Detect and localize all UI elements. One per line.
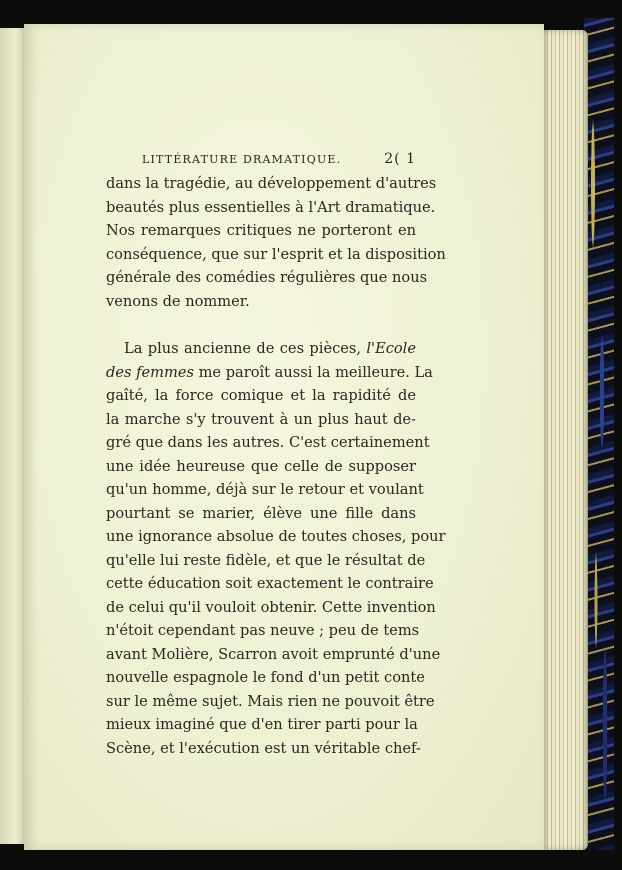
text-line: cette éducation soit exactement le contraire: [106, 575, 434, 592]
italic-title: des femmes: [106, 363, 194, 381]
text-line: gré que dans les autres. C'est certainement: [106, 434, 430, 451]
text-line: gaîté, la force comique et la rapidité de: [106, 387, 416, 404]
running-head: [106, 150, 416, 172]
body-text: [106, 172, 446, 760]
text-line: une idée heureuse que celle de supposer: [106, 457, 416, 475]
marbled-edge: [584, 18, 614, 850]
text-line: beautés plus essentielles à l'Art dramatique.: [106, 198, 436, 216]
text-block: [106, 150, 446, 760]
text-line: conséquence, que sur l'esprit et la disposition: [106, 245, 446, 263]
text-line: mieux imaginé que d'en tirer parti pour la: [106, 716, 418, 733]
text-run: La plus ancienne de ces pièces,: [124, 340, 367, 357]
text-line: [106, 337, 416, 361]
page-number: 2( 1: [384, 151, 416, 167]
previous-page-edge: [0, 28, 27, 844]
text-line: qu'elle lui reste fidèle, et que le résultat de: [106, 551, 426, 569]
paragraph-gap: [106, 313, 416, 337]
paragraph: [106, 337, 446, 760]
text-run: me paroît aussi la meilleure. La: [193, 363, 433, 381]
text-line: avant Molière, Scarron avoit emprunté d'une: [106, 645, 441, 663]
text-line: générale des comédies régulières que nous: [106, 269, 428, 286]
text-line: qu'un homme, déjà sur le retour et voulant: [106, 481, 424, 498]
text-line: pourtant se marier, élève une fille dans: [106, 504, 416, 522]
text-line: Nos remarques critiques ne porteront en: [106, 222, 416, 239]
italic-title: l'Ecole: [366, 340, 416, 357]
running-title: LITTÉRATURE DRAMATIQUE.: [142, 153, 342, 166]
text-line: une ignorance absolue de toutes choses, pour: [106, 528, 446, 545]
text-line: de celui qu'il vouloit obtenir. Cette invention: [106, 598, 436, 616]
text-line: [106, 361, 433, 385]
text-line: Scène, et l'exécution est un véritable chef-: [106, 739, 421, 757]
text-line: la marche s'y trouvent à un plus haut de-: [106, 410, 416, 428]
book-page: [24, 24, 544, 850]
text-line: nouvelle espagnole le fond d'un petit conte: [106, 669, 425, 686]
text-line: venons de nommer.: [106, 292, 250, 310]
text-line: sur le même sujet. Mais rien ne pouvoit être: [106, 692, 435, 710]
text-line: dans la tragédie, au développement d'autres: [106, 175, 437, 192]
paragraph: [106, 172, 446, 313]
text-line: n'étoit cependant pas neuve ; peu de tems: [106, 622, 420, 639]
